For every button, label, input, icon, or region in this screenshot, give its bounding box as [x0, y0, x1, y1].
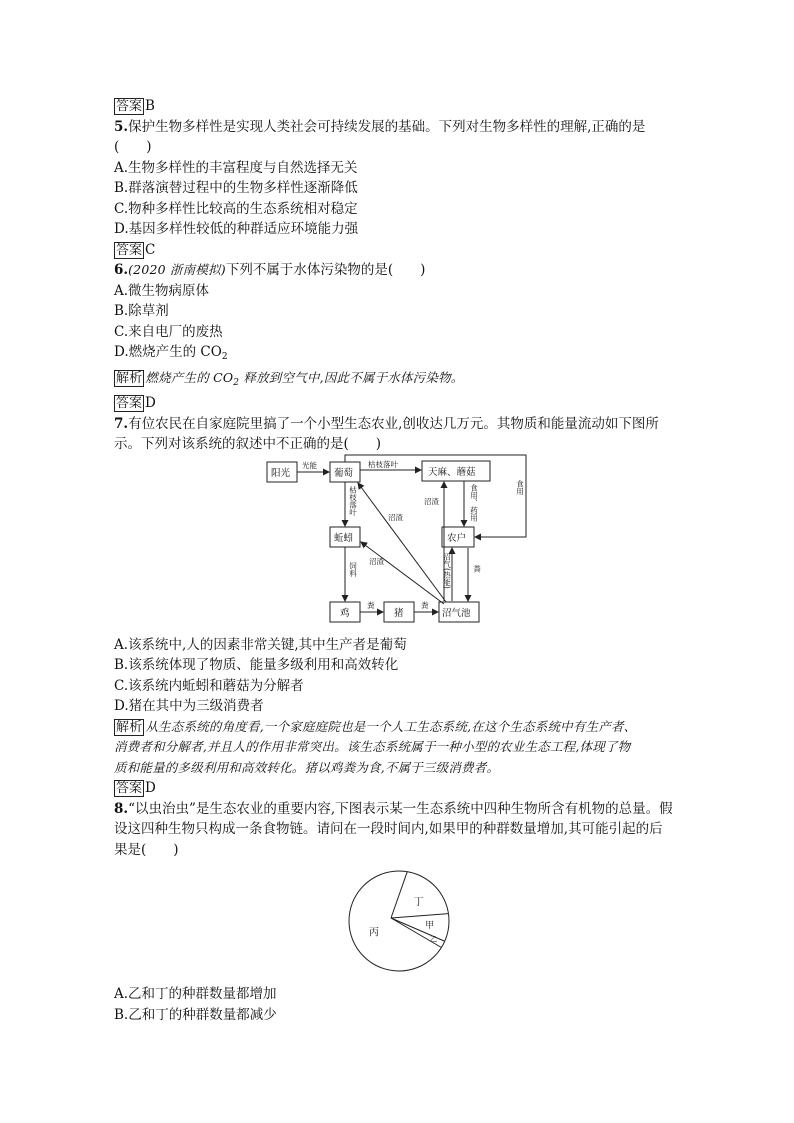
q7-stem-line1: [114, 414, 694, 435]
answer-label: 答案: [116, 396, 143, 411]
q8-number: 8.: [114, 800, 129, 817]
node-earthworm: 蚯蚓: [334, 532, 354, 544]
q7-analysis-text-1: 从生态系统的角度看,一个家庭庭院也是一个人工生态系统,在这个生态系统中有生产者、: [145, 718, 637, 734]
label-litter-h: 枯枝落叶: [368, 459, 398, 469]
q4-answer-line: [114, 96, 694, 117]
q8-option-a: A.乙和丁的种群数量都增加: [114, 986, 277, 1002]
q7-stem-text-1: 有位农民在自家庭院里搞了一个小型生态农业,创收达几万元。其物质和能量流动如下图所: [128, 415, 659, 432]
q8-option-b: B.乙和丁的种群数量都减少: [114, 1006, 277, 1023]
q7-analysis-line3: 质和能量的多级利用和高效转化。猪以鸡粪为食,不属于三级消费者。: [114, 759, 500, 775]
q5-answer-line: [114, 240, 694, 261]
label-dung-3: 粪: [472, 564, 482, 572]
q8-stem-line1: [114, 799, 694, 820]
node-farmer: 农户: [447, 532, 467, 544]
q6-option-d-text: D.燃烧产生的 CO: [114, 344, 222, 360]
ecosystem-flow-diagram: [264, 452, 534, 630]
pie-sector-boundary: [391, 872, 407, 918]
biomass-pie-chart: [344, 866, 454, 976]
answer-label: 答案: [116, 781, 143, 796]
q6-stem: [114, 260, 694, 281]
q7-option-b: B.该系统体现了物质、能量多级利用和高效转化: [114, 657, 399, 673]
label-residue-1: 沼渣: [424, 496, 439, 506]
node-chicken: 鸡: [340, 607, 350, 619]
pie-label: 丙: [368, 927, 379, 939]
node-gastrodia: 天麻、蘑菇: [428, 466, 476, 478]
q6-answer-line: [114, 393, 694, 414]
node-sunlight: 阳光: [271, 467, 291, 479]
q7-analysis-line1: [114, 717, 694, 738]
label-dung-1: 粪: [367, 600, 375, 610]
q7-answer-line: [114, 778, 694, 799]
label-light-energy: 光能: [302, 460, 317, 470]
label-dung-2: 粪: [421, 600, 429, 610]
q6-analysis: [114, 368, 694, 394]
q6-option-b: B.除草剂: [114, 303, 169, 319]
analysis-label: 解析: [116, 370, 143, 386]
answer-label: 答案: [116, 242, 143, 258]
pie-label: 乙: [429, 935, 437, 944]
q6-option-d: [114, 342, 694, 368]
q5-option-d: D.基因多样性较低的种群适应环境能力强: [114, 221, 359, 237]
q6-stem-text: 下列不属于水体污染物的是( ): [225, 262, 426, 278]
q8-pie-area: [114, 860, 694, 984]
q8-stem-line2: 设这四种生物只构成一条食物链。请问在一段时间内,如果甲的种群数量增加,其可能引起的后: [114, 821, 663, 837]
q5-paren: ( ): [114, 139, 152, 155]
q5-option-a: A.生物多样性的丰富程度与自然选择无关: [114, 159, 358, 176]
q7-option-a: A.该系统中,人的因素非常关键,其中生产者是葡萄: [114, 636, 407, 653]
q8-stem-line3: 果是( ): [114, 841, 179, 858]
q6-option-d-subscript: 2: [221, 352, 228, 362]
label-residue-2: 沼渣: [388, 512, 403, 522]
label-residue-3: 沼渣: [369, 556, 384, 566]
q5-option-c: C.物种多样性比较高的生态系统相对稳定: [114, 200, 358, 217]
q6-answer: D: [145, 395, 156, 411]
q6-analysis-pre: 燃烧产生的 CO: [145, 369, 234, 385]
q7-option-c: C.该系统内蚯蚓和蘑菇为分解者: [114, 677, 304, 694]
node-grape: 葡萄: [334, 467, 354, 479]
q6-number: 6.: [114, 262, 129, 278]
q7-number: 7.: [114, 415, 129, 432]
page-content: [114, 96, 694, 1025]
q7-diagram-area: [114, 455, 694, 635]
node-pig: 猪: [394, 607, 404, 619]
q5-answer: C: [145, 241, 156, 258]
label-biogas-heat: 沼气(热能): [442, 552, 452, 589]
q5-number: 5.: [114, 118, 129, 135]
pie-label: 丁: [413, 897, 424, 909]
q4-answer: B: [145, 98, 155, 114]
q5-option-b: B.群落演替过程中的生物多样性逐渐降低: [114, 180, 358, 196]
q5-stem-text: 保护生物多样性是实现人类社会可持续发展的基础。下列对生物多样性的理解,正确的是: [128, 118, 646, 135]
label-eat-medicine: 食用、药用: [469, 483, 479, 521]
q6-option-c: C.来自电厂的废热: [114, 323, 223, 340]
answer-label: 答案: [116, 99, 143, 114]
label-food-use: 食用: [515, 479, 525, 495]
analysis-label: 解析: [116, 719, 143, 735]
q5-stem: [114, 117, 694, 138]
q7-stem-line2: 示。下列对该系统的叙述中不正确的是( ): [114, 436, 382, 452]
pie-sector-boundary: [391, 914, 448, 918]
q7-option-d: D.猪在其中为三级消费者: [114, 698, 264, 714]
label-litter-v: 枯枝落叶: [348, 485, 358, 516]
q6-analysis-post: 释放到空气中,因此不属于水体污染物。: [239, 369, 464, 385]
edge-residue-earthworm: [361, 542, 444, 604]
node-biogas: 沼气池: [442, 607, 471, 619]
q6-analysis-subscript: 2: [233, 377, 240, 388]
label-feed: 饲料: [348, 561, 358, 577]
q6-option-a: A.微生物病原体: [114, 282, 210, 299]
q7-analysis-line2: 消费者和分解者,并且人的作用非常突出。该生态系统属于一种小型的农业生态工程,体现了物: [114, 739, 631, 754]
q7-answer: D: [145, 780, 156, 796]
q6-source: (2020 浙南模拟): [128, 262, 226, 277]
pie-label: 甲: [425, 921, 435, 932]
q8-stem-text-1: “以虫治虫”是生态农业的重要内容,下图表示某一生态系统中四种生物所含有机物的总量。假: [128, 800, 673, 817]
